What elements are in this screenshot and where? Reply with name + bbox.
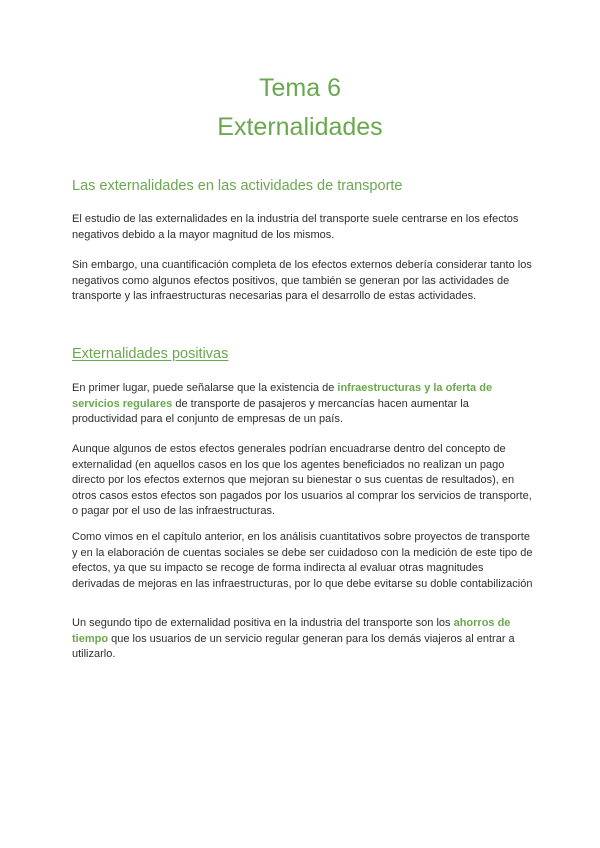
subsection-heading: Externalidades positivas (72, 346, 229, 362)
page-title-line1: Tema 6 (259, 74, 341, 102)
paragraph-text: Un segundo tipo de externalidad positiva en la industria del transporte son los (72, 617, 454, 629)
paragraph-efectos-generales: Aunque algunos de estos efectos generales podrían encuadrarse dentro del concepto de externalidad (en aquellos casos en los que los agentes beneficiados no realizan un pago directo por los efectos externos que mejoran su bienestar o sus cuentas de resultados), en otros casos estos efectos son pagados por los usuarios al comprar los servicios de transporte, o pagar por el uso de las infraestructuras. (72, 443, 532, 518)
paragraph-infraestructuras (72, 381, 534, 428)
paragraph-text: que los usuarios de un servicio regular generan para los demás viajeros al entrar a utilizarlo. (72, 632, 515, 661)
highlight-text: infraestructuras y la oferta de servicios regulares (72, 382, 493, 410)
paragraph-ahorros-tiempo (72, 616, 534, 663)
paragraph-text: de transporte de pasajeros y mercancías hacen aumentar la productividad para el conjunto de empresas de un país. (72, 397, 469, 426)
highlight-text: ahorros de tiempo (72, 617, 511, 645)
section-heading: Las externalidades en las actividades de transporte (72, 178, 403, 194)
page-title-line2: Externalidades (217, 113, 383, 141)
paragraph-text: En primer lugar, puede señalarse que la existencia de (72, 382, 338, 394)
paragraph-intro-1: El estudio de las externalidades en la industria del transporte suele centrarse en los efectos negativos debido a la mayor magnitud de los mismos. (72, 213, 519, 241)
paragraph-capitulo-anterior: Como vimos en el capítulo anterior, en los análisis cuantitativos sobre proyectos de transporte y en la elaboración de cuentas sociales se debe ser cuidadoso con la medición de este tipo de efectos, ya que su impacto se recoge de forma indirecta al evaluar otras magnitudes derivadas de mejoras en las infraestructuras, por lo que debe evitarse su doble contabilización (72, 531, 533, 590)
paragraph-intro-2: Sin embargo, una cuantificación completa de los efectos externos debería considerar tanto los negativos como algunos efectos positivos, que también se generan por las actividades de transporte y las infraestructuras necesarias para el desarrollo de estas actividades. (72, 259, 532, 303)
